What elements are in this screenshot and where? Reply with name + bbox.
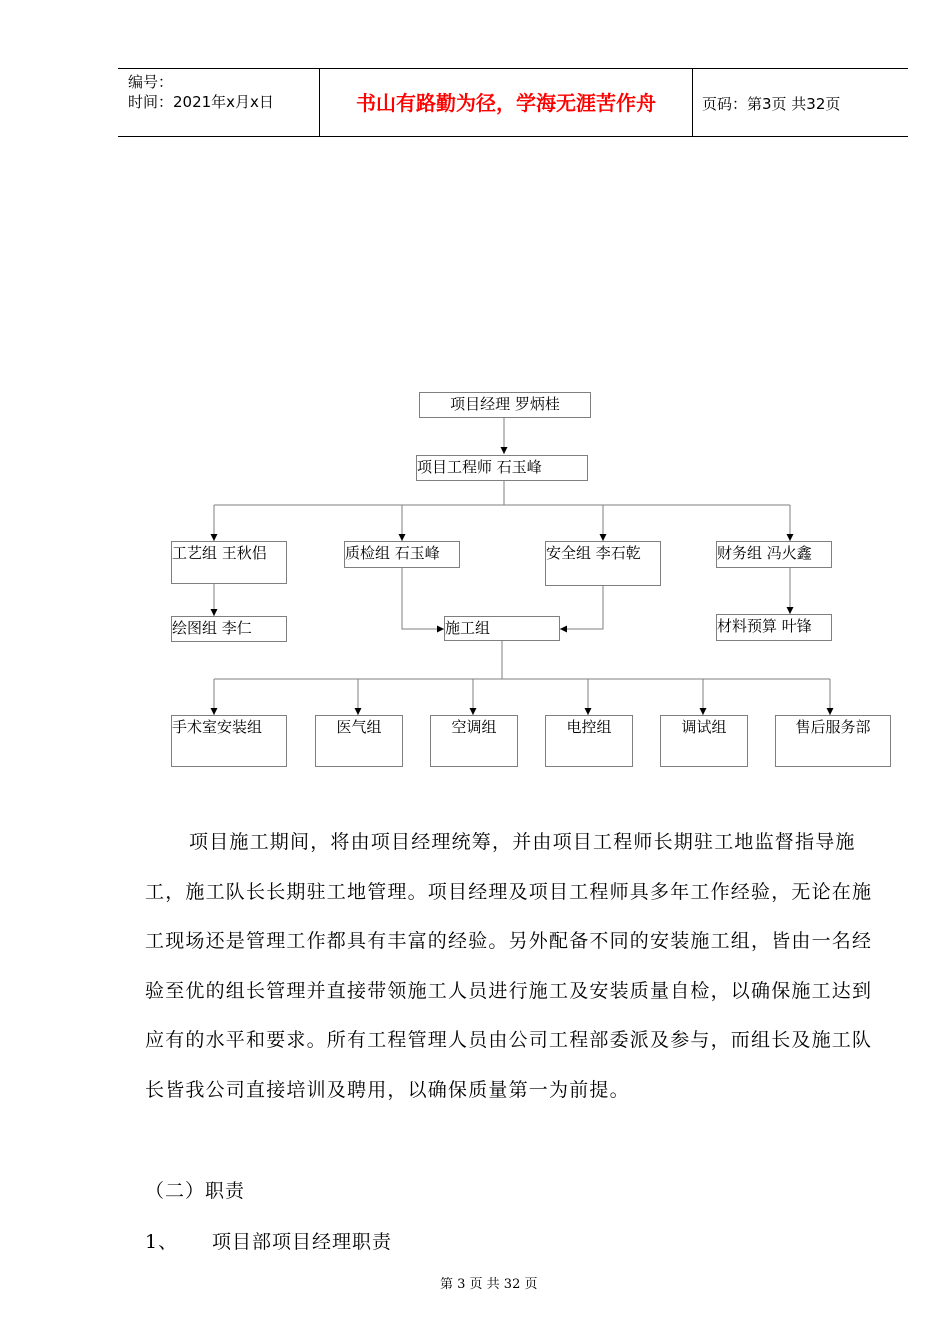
- section-heading: （二）职责: [145, 1180, 246, 1202]
- header-time-label: 时间：2021年x月x日: [128, 93, 274, 111]
- box-team-medical-gas: 医气组: [315, 715, 403, 767]
- box-drawing-group: 绘图组 李仁: [171, 616, 287, 642]
- connector-quality-construction: [402, 568, 444, 629]
- header-page-label: 页码：第3页 共32页: [702, 95, 841, 113]
- box-construction-group: 施工组: [444, 616, 560, 641]
- header-motto: 书山有路勤为径，学海无涯苦作舟: [356, 91, 656, 115]
- box-craft-group: 工艺组 王秋侣: [171, 541, 287, 584]
- box-team-surgery-room: 手术室安装组: [171, 715, 287, 767]
- list-item-number: 1、: [145, 1231, 179, 1253]
- box-team-after-sales: 售后服务部: [775, 715, 891, 767]
- box-project-manager: 项目经理 罗炳桂: [419, 392, 591, 418]
- body-paragraph: [145, 818, 885, 1115]
- box-team-commissioning: 调试组: [660, 715, 748, 767]
- list-item-title: 项目部项目经理职责: [212, 1231, 393, 1253]
- header-number-label: 编号：: [128, 73, 174, 91]
- connector-safety-construction: [560, 586, 603, 629]
- box-team-electric-control: 电控组: [545, 715, 633, 767]
- box-budget-group: 材料预算 叶锋: [716, 614, 832, 641]
- box-team-air-conditioning: 空调组: [430, 715, 518, 767]
- footer-page-number: 第 3 页 共 32 页: [440, 1277, 538, 1292]
- box-quality-group: 质检组 石玉峰: [344, 541, 460, 568]
- box-safety-group: 安全组 李石乾: [545, 541, 661, 586]
- box-project-engineer: 项目工程师 石玉峰: [416, 455, 588, 481]
- body-paragraph-text: 项目施工期间，将由项目经理统筹，并由项目工程师长期驻工地监督指导施工，施工队长长期驻工地管理。项目经理及项目工程师具多年工作经验，无论在施工现场还是管理工作都具有丰富的经验。另外配备不同的安装施工组，皆由一名经验至优的组长管理并直接带领施工人员进行施工及安装质量自检，以确保施工达到应有的水平和要求。所有工程管理人员由公司工程部委派及参与，而组长及施工队长皆我公司直接培训及聘用，以确保质量第一为前提。: [145, 831, 873, 1101]
- box-finance-group: 财务组 冯火鑫: [716, 541, 832, 568]
